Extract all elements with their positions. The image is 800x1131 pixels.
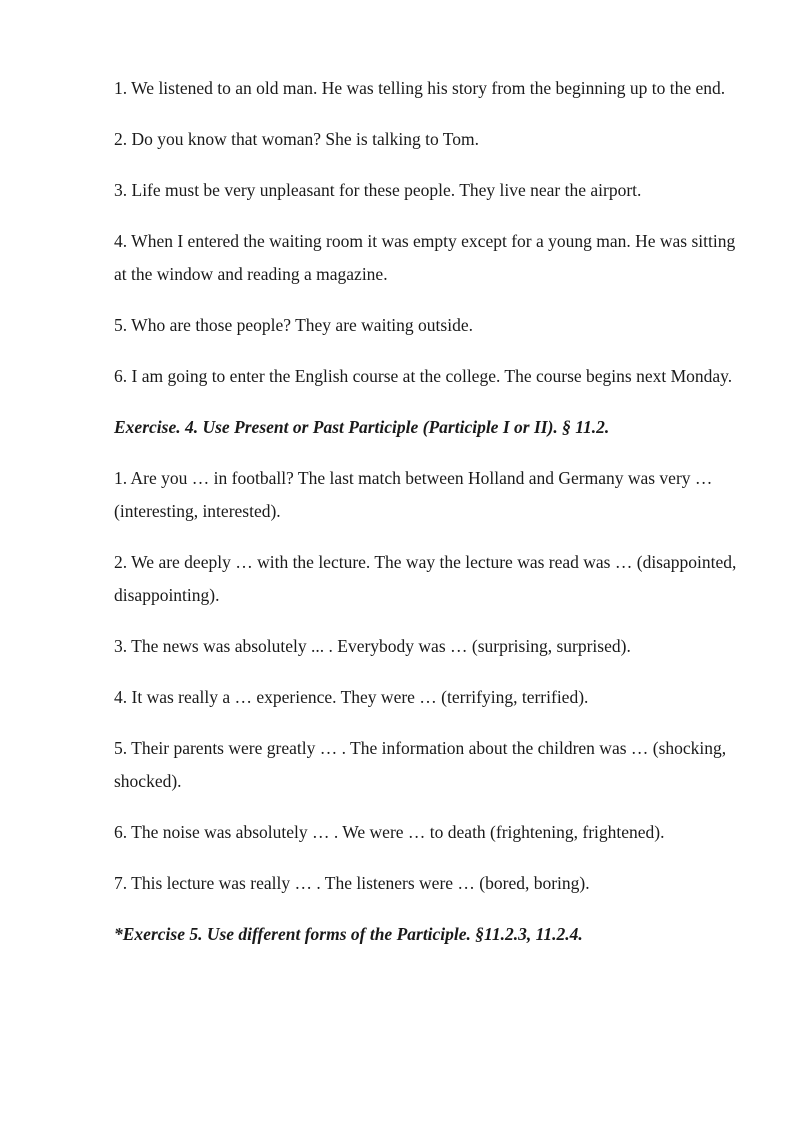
sentence-item-6: 6. I am going to enter the English course at the college. The course begins next Monday. bbox=[114, 366, 733, 386]
exercise-4-item-4: 4. It was really a … experience. They were … (terrifying, terrified). bbox=[114, 687, 589, 707]
exercise-4-heading: Exercise. 4. Use Present or Past Participle (Participle I or II). § 11.2. bbox=[114, 417, 610, 437]
sentence-item-3: 3. Life must be very unpleasant for these people. They live near the airport. bbox=[114, 180, 642, 200]
exercise-4-item-1: 1. Are you … in football? The last match between Holland and Germany was very … (interesting, interested). bbox=[114, 468, 713, 521]
exercise-4-item-2: 2. We are deeply … with the lecture. The way the lecture was read was … (disappointed, disappointing). bbox=[114, 552, 737, 605]
exercise-4-item-7: 7. This lecture was really … . The listeners were … (bored, boring). bbox=[114, 873, 590, 893]
sentence-item-2: 2. Do you know that woman? She is talking to Tom. bbox=[114, 129, 479, 149]
exercise-4-item-3: 3. The news was absolutely ... . Everybody was … (surprising, surprised). bbox=[114, 636, 631, 656]
document-page bbox=[114, 72, 744, 969]
exercise-4-item-5: 5. Their parents were greatly … . The information about the children was … (shocking, shocked). bbox=[114, 738, 727, 791]
exercise-4-item-6: 6. The noise was absolutely … . We were … to death (frightening, frightened). bbox=[114, 822, 665, 842]
sentence-item-1: 1. We listened to an old man. He was telling his story from the beginning up to the end. bbox=[114, 78, 726, 98]
sentence-item-5: 5. Who are those people? They are waiting outside. bbox=[114, 315, 473, 335]
exercise-5-heading: *Exercise 5. Use different forms of the Participle. §11.2.3, 11.2.4. bbox=[114, 924, 583, 944]
sentence-item-4: 4. When I entered the waiting room it was empty except for a young man. He was sitting at the window and reading a magazine. bbox=[114, 231, 736, 284]
